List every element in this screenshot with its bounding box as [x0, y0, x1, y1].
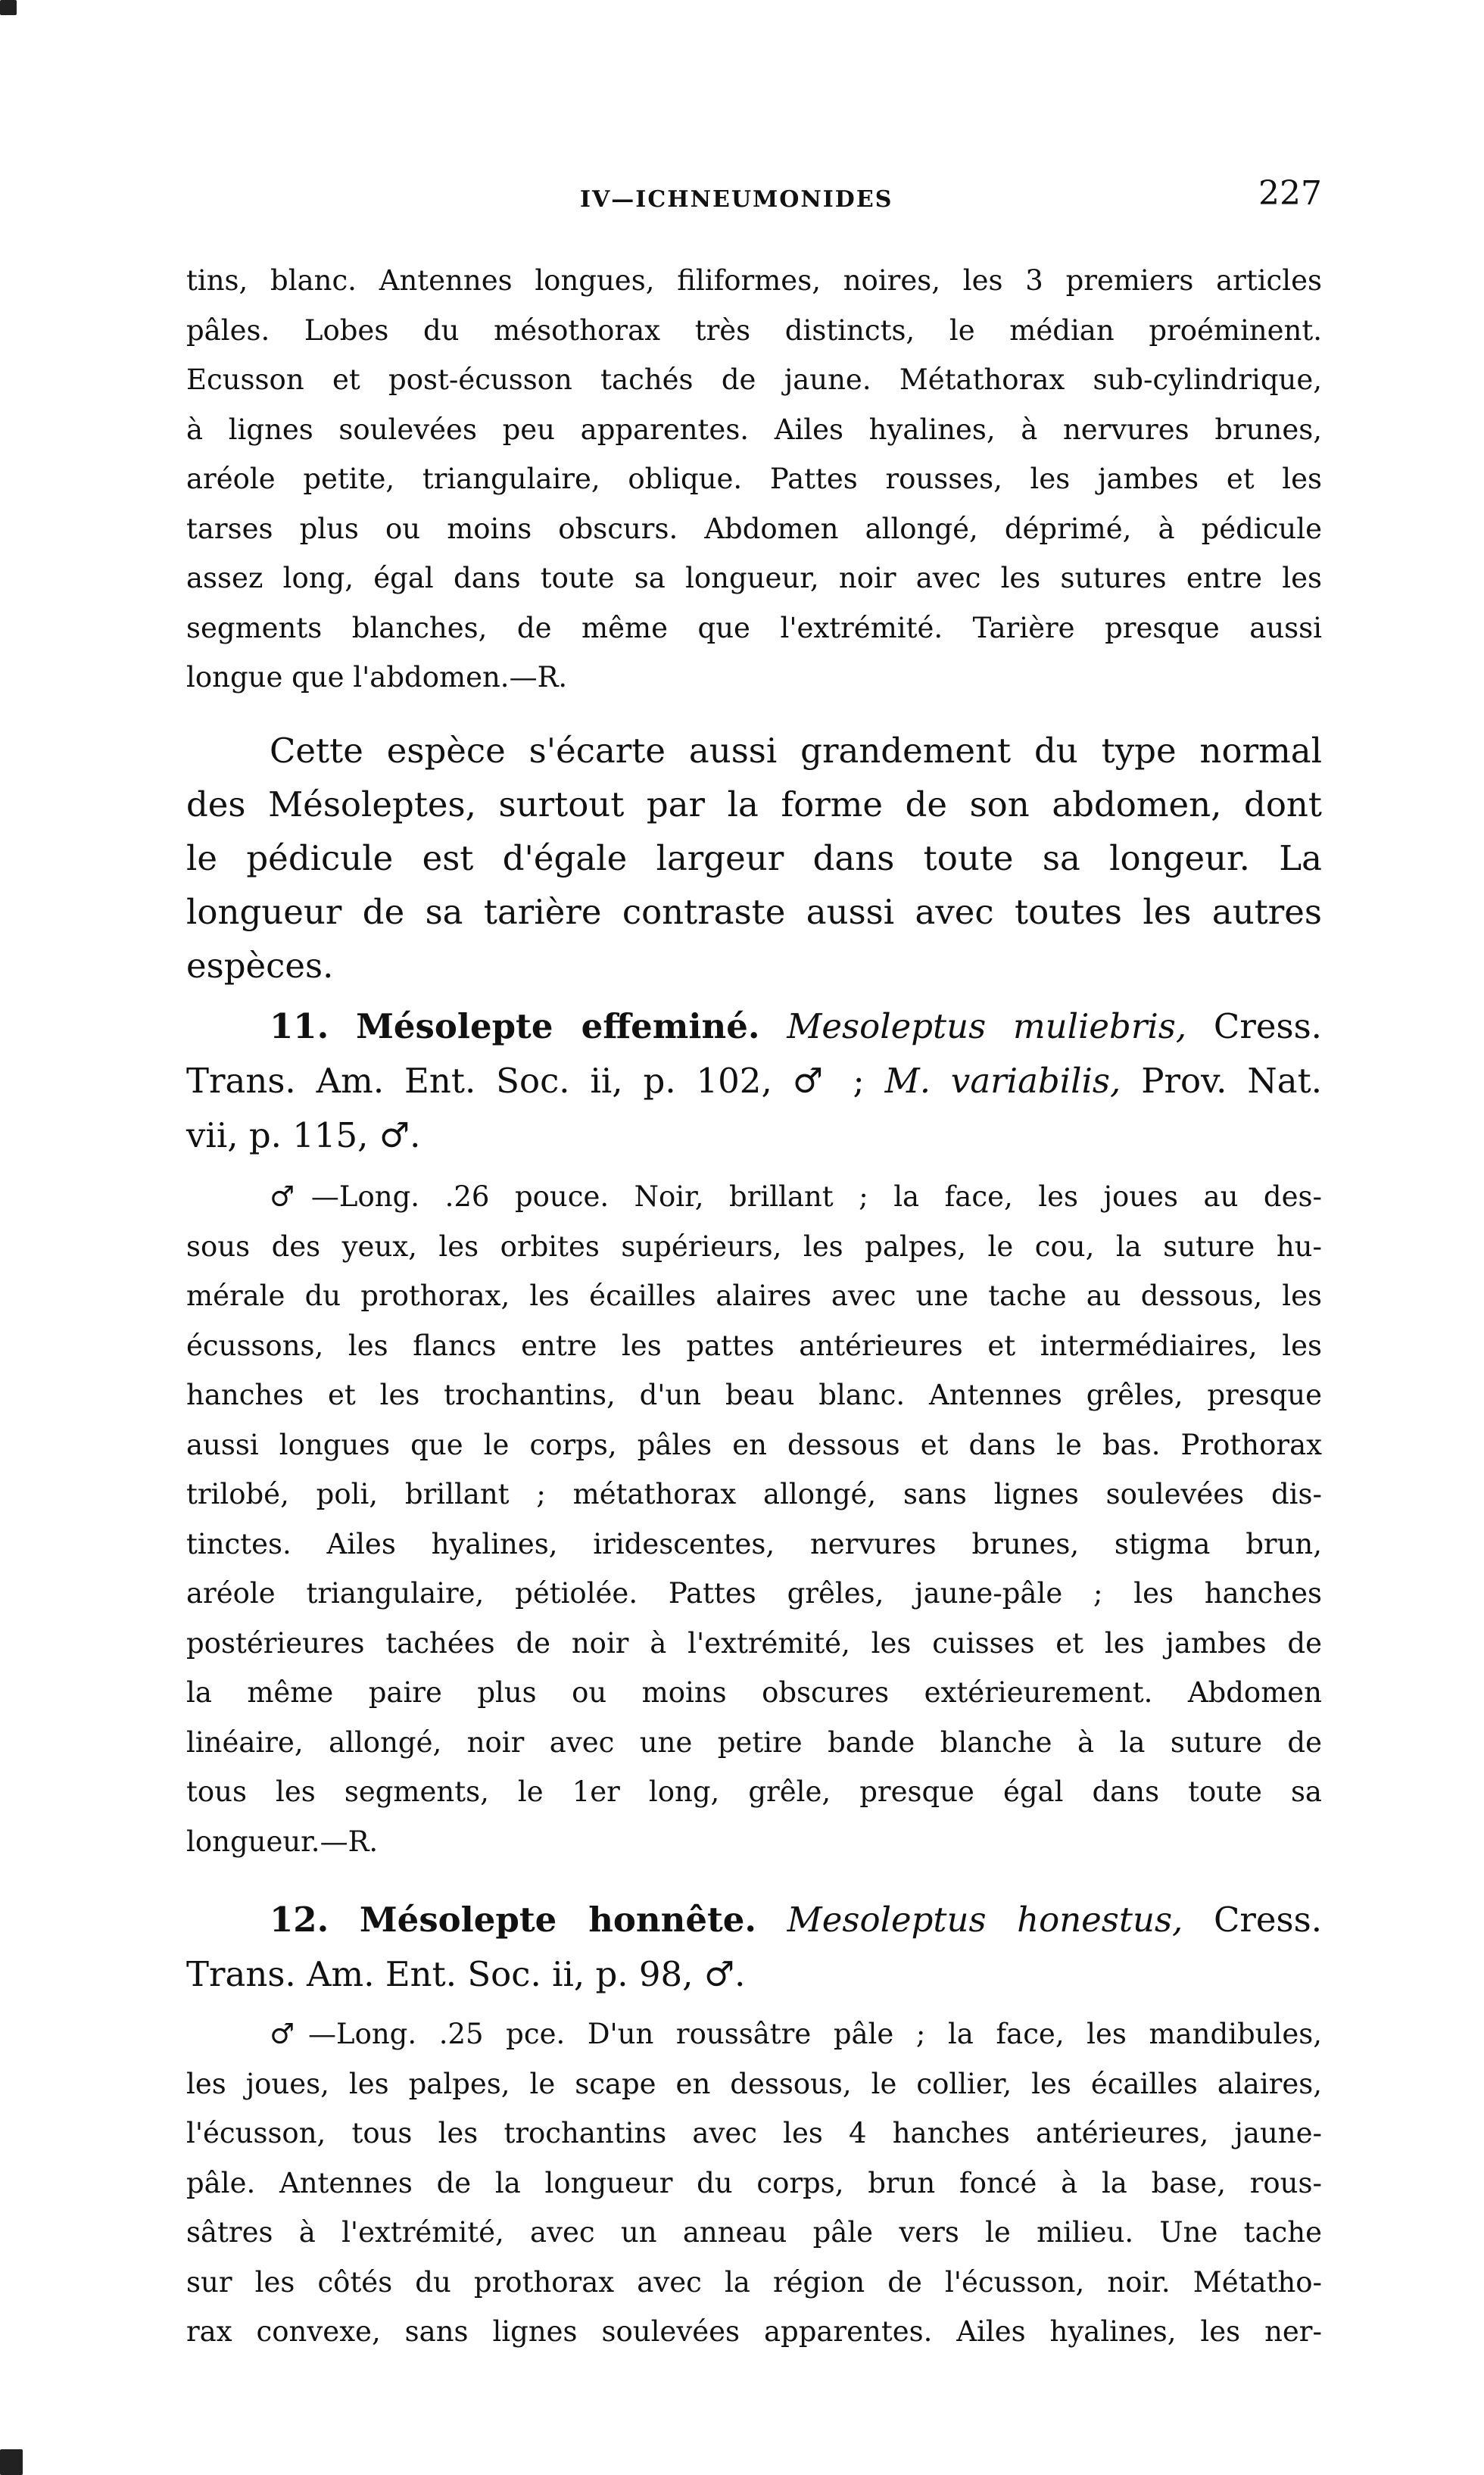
scan-edge-mark-bottom: [0, 2449, 23, 2475]
text-line: la même paire plus ou moins obscures extérieurement. Abdomen: [186, 1676, 1322, 1709]
text-line: tarses plus ou moins obscurs. Abdomen allongé, déprimé, à pédicule: [186, 512, 1322, 545]
text-line: trilobé, poli, brillant ; métathorax allongé, sans lignes soulevées dis-: [186, 1478, 1322, 1510]
commentary-paragraph: [186, 724, 1322, 993]
text-line: l'écusson, tous les trochantins avec les 4 hanches antérieures, jaune-: [186, 2117, 1322, 2149]
species-number: 12.: [270, 1900, 329, 1940]
citation-line: vii, p. 115, ♂.: [186, 1115, 421, 1155]
text-line: espèces.: [186, 946, 334, 986]
text-line: longueur.—R.: [186, 1825, 379, 1858]
species-heading-line: [186, 1893, 1322, 1947]
intro-paragraph: [186, 256, 1322, 703]
synonym-name: M. variabilis,: [884, 1061, 1121, 1101]
text-line: des Mésoleptes, surtout par la forme de son abdomen, dont: [186, 784, 1322, 824]
species-common-name: Mésolepte honnête.: [359, 1900, 757, 1940]
text-line: linéaire, allongé, noir avec une petire bande blanche à la suture de: [186, 1725, 1322, 1759]
text-line: aréole petite, triangulaire, oblique. Pattes rousses, les jambes et les: [186, 463, 1322, 495]
text-line: mérale du prothorax, les écailles alaires avec une tache au dessous, les: [186, 1280, 1322, 1312]
text-line: Ecusson et post-écusson tachés de jaune. Métathorax sub-cylindrique,: [186, 363, 1322, 396]
text-line: longueur de sa tarière contraste aussi avec toutes les autres: [186, 892, 1322, 932]
species-11-heading: [186, 999, 1322, 1163]
text-line: écussons, les flancs entre les pattes antérieures et intermédiaires, les: [186, 1329, 1322, 1362]
citation-line: Trans. Am. Ent. Soc. ii, p. 98, ♂.: [186, 1954, 746, 1994]
text-line: les joues, les palpes, le scape en dessous, le collier, les écailles alaires,: [186, 2067, 1322, 2100]
text-line: assez long, égal dans toute sa longueur, noir avec les sutures entre les: [186, 562, 1322, 594]
text-line: à lignes soulevées peu apparentes. Ailes hyalines, à nervures brunes,: [186, 413, 1322, 446]
text-line: pâle. Antennes de la longueur du corps, brun foncé à la base, rous-: [186, 2166, 1322, 2199]
text-line: aussi longues que le corps, pâles en dessous et dans le bas. Prothorax: [186, 1428, 1322, 1461]
species-number: 11.: [270, 1006, 329, 1046]
citation-text: Trans. Am. Ent. Soc. ii, p. 102, ♂ ;: [186, 1061, 865, 1101]
text-line: ♂—Long. .25 pce. D'un roussâtre pâle ; la face, les mandibules,: [270, 2018, 1322, 2050]
species-latin-name: Mesoleptus muliebris,: [787, 1006, 1187, 1046]
page-header: [186, 171, 1322, 224]
text-line: hanches et les trochantins, d'un beau blanc. Antennes grêles, presque: [186, 1379, 1322, 1411]
text-line: sâtres à l'extrémité, avec un anneau pâle vers le milieu. Une tache: [186, 2216, 1322, 2249]
species-12-heading: [186, 1893, 1322, 2002]
page-number: 227: [1258, 174, 1322, 213]
species-latin-name: Mesoleptus honestus,: [787, 1900, 1183, 1940]
text-line: sur les côtés du prothorax avec la région de l'écusson, noir. Métatho-: [186, 2265, 1322, 2299]
text-line: segments blanches, de même que l'extrémité. Tarière presque aussi: [186, 611, 1322, 644]
text-line: Cette espèce s'écarte aussi grandement du type normal: [270, 731, 1322, 771]
citation-text: Prov. Nat.: [1141, 1061, 1322, 1101]
citation-author: Cress.: [1213, 1900, 1323, 1940]
text-line: longue que l'abdomen.—R.: [186, 661, 568, 694]
text-line: tous les segments, le 1er long, grêle, presque égal dans toute sa: [186, 1775, 1322, 1808]
text-line: ♂—Long. .26 pouce. Noir, brillant ; la face, les joues au des-: [270, 1180, 1322, 1213]
text-line: postérieures tachées de noir à l'extrémité, les cuisses et les jambes de: [186, 1626, 1322, 1660]
running-head: IV—ICHNEUMONIDES: [580, 186, 893, 213]
citation-line: [186, 1054, 1322, 1108]
text-line: pâles. Lobes du mésothorax très distincts, le médian proéminent.: [186, 313, 1322, 347]
citation-author: Cress.: [1213, 1006, 1322, 1046]
text-line: tins, blanc. Antennes longues, filiformes, noires, les 3 premiers articles: [186, 264, 1322, 297]
species-common-name: Mésolepte effeminé.: [356, 1006, 760, 1046]
text-line: tinctes. Ailes hyalines, iridescentes, nervures brunes, stigma brun,: [186, 1527, 1322, 1560]
species-12-description: [186, 2009, 1322, 2357]
species-11-description: [186, 1172, 1322, 1866]
text-line: sous des yeux, les orbites supérieurs, les palpes, le cou, la suture hu-: [186, 1230, 1322, 1263]
text-line: rax convexe, sans lignes soulevées apparentes. Ailes hyalines, les ner-: [186, 2315, 1322, 2348]
text-line: aréole triangulaire, pétiolée. Pattes grêles, jaune-pâle ; les hanches: [186, 1577, 1322, 1610]
text-line: le pédicule est d'égale largeur dans toute sa longeur. La: [186, 838, 1322, 878]
species-heading-line: [186, 999, 1322, 1054]
scan-edge-mark-top: [0, 0, 17, 15]
